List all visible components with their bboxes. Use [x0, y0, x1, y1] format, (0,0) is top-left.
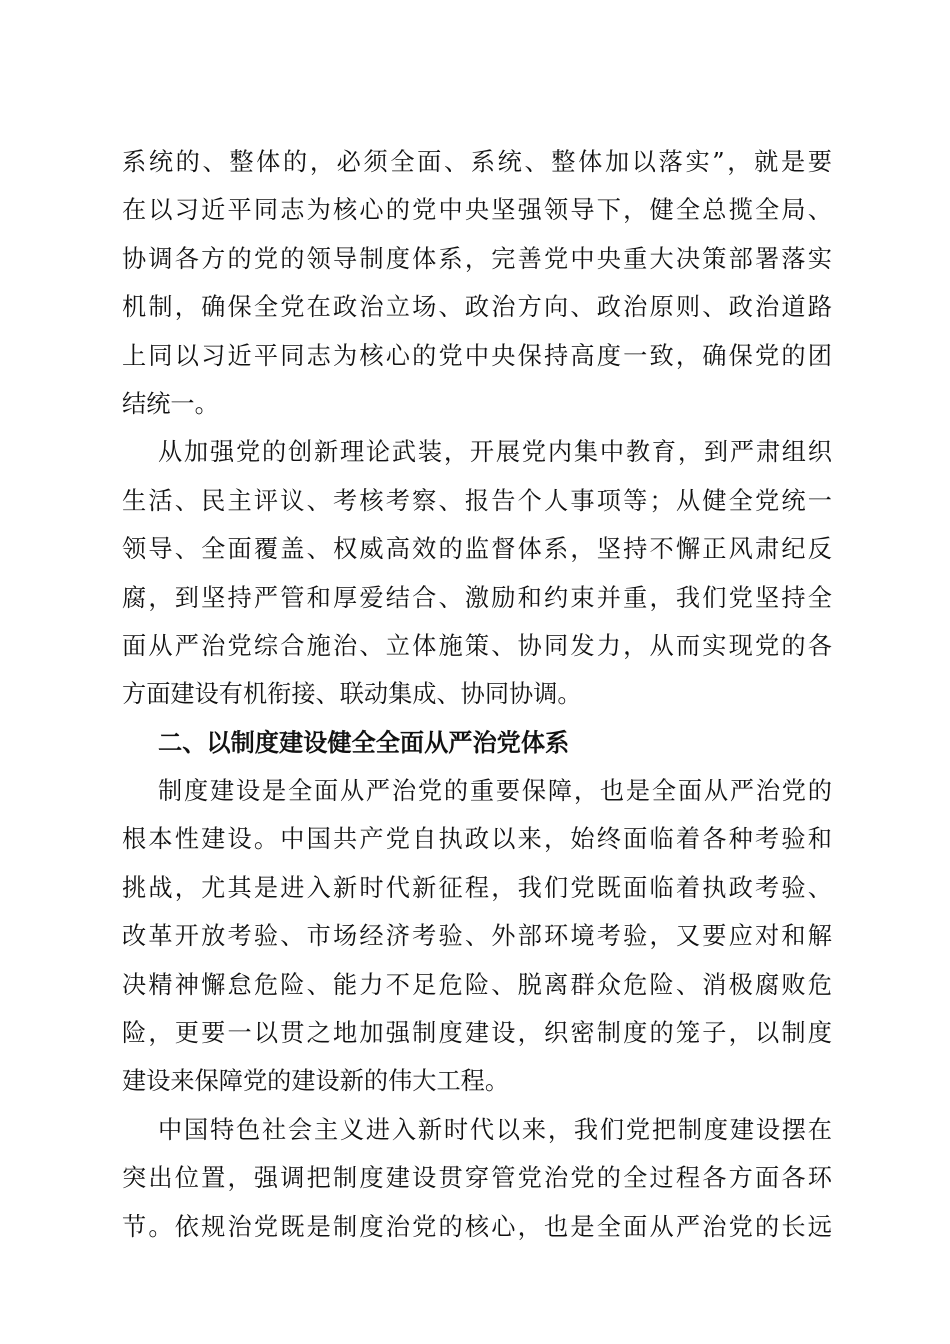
text-line: 从加强党的创新理论武装，开展党内集中教育，到严肃组织: [158, 438, 832, 467]
text-line: 上同以习近平同志为核心的党中央保持高度一致，确保党的团: [122, 341, 832, 370]
text-line: 面从严治党综合施治、立体施策、协同发力，从而实现党的各: [122, 631, 832, 660]
text-line: 生活、民主评议、考核考察、报告个人事项等；从健全党统一: [122, 486, 832, 515]
section-heading: 二、以制度建设健全全面从严治党体系: [158, 728, 570, 757]
text-line: 中国特色社会主义进入新时代以来，我们党把制度建设摆在: [158, 1115, 832, 1144]
document-body: [122, 138, 832, 1251]
text-line: 系统的、整体的，必须全面、系统、整体加以落实”，就是要: [122, 148, 832, 176]
text-line: 突出位置，强调把制度建设贯穿管党治党的全过程各方面各环: [122, 1164, 832, 1193]
text-line: 改革开放考验、市场经济考验、外部环境考验，又要应对和解: [122, 922, 832, 951]
text-line: 挑战，尤其是进入新时代新征程，我们党既面临着执政考验、: [122, 873, 832, 902]
text-line: 腐，到坚持严管和厚爱结合、激励和约束并重，我们党坚持全: [122, 583, 832, 612]
text-line: 协调各方的党的领导制度体系，完善党中央重大决策部署落实: [122, 244, 832, 273]
text-line: 节。依规治党既是制度治党的核心，也是全面从严治党的长远: [122, 1212, 832, 1241]
paragraph-4: [122, 1106, 832, 1251]
paragraph-3: [122, 767, 832, 1106]
text-line: 方面建设有机衔接、联动集成、协同协调。: [122, 680, 582, 709]
text-line: 领导、全面覆盖、权威高效的监督体系，坚持不懈正风肃纪反: [122, 535, 832, 564]
paragraph-1: [122, 138, 832, 428]
text-line: 机制，确保全党在政治立场、政治方向、政治原则、政治道路: [122, 293, 832, 322]
text-line: 结统一。: [122, 389, 219, 418]
text-line: 在以习近平同志为核心的党中央坚强领导下，健全总揽全局、: [122, 196, 832, 225]
text-line: 根本性建设。中国共产党自执政以来，始终面临着各种考验和: [122, 825, 832, 854]
text-line: 决精神懈怠危险、能力不足危险、脱离群众危险、消极腐败危: [122, 970, 832, 999]
text-line: 制度建设是全面从严治党的重要保障，也是全面从严治党的: [158, 777, 832, 806]
text-line: 建设来保障党的建设新的伟大工程。: [122, 1067, 510, 1096]
paragraph-2: [122, 428, 832, 718]
text-line: 险，更要一以贯之地加强制度建设，织密制度的笼子，以制度: [122, 1019, 832, 1048]
